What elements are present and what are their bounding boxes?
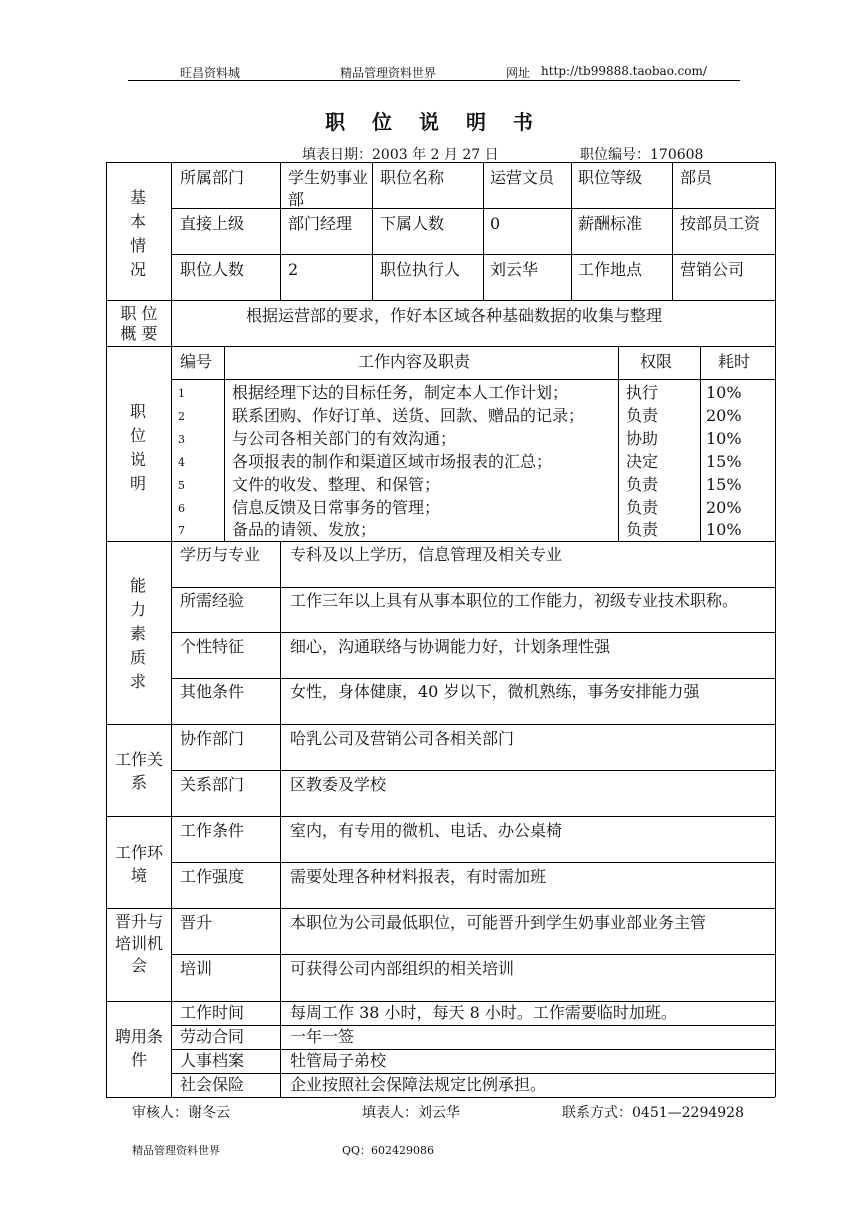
duties-header-time: 耗时 (718, 352, 751, 371)
basic-cell: 部员 (680, 168, 713, 187)
ability-value: 女性，身体健康，40 岁以下，微机熟练，事务安排能力强 (290, 682, 700, 701)
promotion-key: 晋升 (180, 913, 213, 932)
duty-time: 15% (706, 475, 742, 494)
duty-auth: 协助 (626, 429, 659, 448)
duty-no: 4 (178, 456, 185, 469)
bottom-world: 精品管理资料世界 (132, 1144, 220, 1157)
summary-section-label: 职 位 概 要 (120, 304, 158, 343)
employment-key: 工作时间 (180, 1003, 245, 1022)
basic-cell: 营销公司 (680, 260, 745, 279)
reviewer: 审核人：谢冬云 (132, 1105, 230, 1121)
relation-section-label: 工作关系 (114, 750, 163, 792)
employment-key: 人事档案 (180, 1051, 245, 1070)
header-shop: 旺昌资料城 (180, 66, 241, 80)
employment-value: 一年一签 (290, 1027, 355, 1046)
ability-value: 专科及以上学历，信息管理及相关专业 (290, 545, 563, 564)
bottom-qq: QQ：602429086 (342, 1144, 435, 1157)
duty-content: 根据经理下达的目标任务，制定本人工作计划； (232, 383, 569, 402)
duty-time: 10% (706, 520, 742, 539)
basic-cell: 职位名称 (380, 168, 445, 187)
ability-key: 其他条件 (180, 682, 245, 701)
employment-key: 劳动合同 (180, 1027, 245, 1046)
header-divider (128, 80, 740, 81)
basic-cell: 下属人数 (380, 214, 445, 233)
basic-cell: 按部员工资 (680, 214, 761, 233)
duty-no: 3 (178, 433, 185, 446)
position-number: 职位编号：170608 (580, 147, 704, 163)
duty-auth: 执行 (626, 383, 659, 402)
basic-cell: 部门经理 (288, 214, 353, 233)
duty-auth: 负责 (626, 498, 659, 517)
duty-time: 15% (706, 452, 742, 471)
ability-section-label: 能力素质求 (129, 576, 146, 691)
promotion-value: 可获得公司内部组织的相关培训 (290, 959, 515, 978)
environment-value: 需要处理各种材料报表，有时需加班 (290, 867, 547, 886)
employment-key: 社会保险 (180, 1075, 245, 1094)
relation-value: 哈乳公司及营销公司各相关部门 (290, 729, 515, 748)
basic-cell: 职位人数 (180, 260, 245, 279)
basic-cell: 学生奶事业部 (288, 168, 369, 209)
duty-content: 信息反馈及日常事务的管理； (232, 498, 441, 517)
duty-auth: 负责 (626, 475, 659, 494)
duty-no: 5 (178, 479, 185, 492)
duty-time: 20% (706, 406, 742, 425)
duty-content: 备品的请领、发放； (232, 520, 377, 539)
employment-value: 企业按照社会保障法规定比例承担。 (290, 1075, 547, 1094)
promotion-value: 本职位为公司最低职位，可能晋升到学生奶事业部业务主管 (290, 913, 707, 932)
fill-date: 填表日期：2003 年 2 月 27 日 (302, 147, 499, 163)
duties-section-label: 职位说明 (129, 402, 146, 493)
summary-text: 根据运营部的要求，作好本区域各种基础数据的收集与整理 (246, 306, 663, 325)
environment-key: 工作强度 (180, 867, 245, 886)
page-title: 职 位 说 明 书 (325, 110, 543, 134)
basic-cell: 工作地点 (578, 260, 643, 279)
duty-time: 10% (706, 383, 742, 402)
duty-auth: 决定 (626, 452, 659, 471)
ability-key: 学历与专业 (180, 545, 261, 564)
duty-content: 文件的收发、整理、和保管； (232, 475, 441, 494)
employment-section-label: 聘用条件 (114, 1027, 163, 1069)
header-world: 精品管理资料世界 (340, 66, 437, 80)
header-url-label: 网址 (506, 66, 531, 80)
basic-cell: 刘云华 (490, 260, 539, 279)
header-url[interactable]: http://tb99888.taobao.com/ (541, 64, 707, 78)
ability-key: 所需经验 (180, 591, 245, 610)
duty-content: 与公司各相关部门的有效沟通； (232, 429, 457, 448)
employment-value: 每周工作 38 小时，每天 8 小时。工作需要临时加班。 (290, 1003, 677, 1022)
ability-key: 个性特征 (180, 637, 245, 656)
environment-section-label: 工作环境 (114, 843, 163, 885)
basic-cell: 薪酬标准 (578, 214, 643, 233)
duties-header-no: 编号 (180, 352, 213, 371)
duty-content: 各项报表的制作和渠道区域市场报表的汇总； (232, 452, 553, 471)
duties-header-content: 工作内容及职责 (358, 352, 471, 371)
basic-cell: 所属部门 (180, 168, 245, 187)
promotion-section-label: 晋升与培训机会 (114, 912, 163, 975)
duties-header-auth: 权限 (640, 352, 673, 371)
basic-cell: 运营文员 (490, 168, 555, 187)
environment-value: 室内，有专用的微机、电话、办公桌椅 (290, 821, 563, 840)
duty-auth: 负责 (626, 520, 659, 539)
basic-cell: 2 (288, 260, 299, 279)
basic-section-label: 基本情况 (129, 188, 146, 279)
contact: 联系方式：0451—2294928 (562, 1105, 744, 1121)
duty-content: 联系团购、作好订单、送货、回款、赠品的记录； (232, 406, 585, 425)
basic-cell: 直接上级 (180, 214, 245, 233)
employment-value: 牡管局子弟校 (290, 1051, 387, 1070)
promotion-key: 培训 (180, 959, 213, 978)
basic-cell: 职位等级 (578, 168, 643, 187)
duty-time: 20% (706, 498, 742, 517)
basic-cell: 职位执行人 (380, 260, 461, 279)
basic-cell: 0 (490, 214, 501, 233)
duty-time: 10% (706, 429, 742, 448)
duty-auth: 负责 (626, 406, 659, 425)
duty-no: 2 (178, 410, 185, 423)
relation-key: 关系部门 (180, 775, 245, 794)
duty-no: 7 (178, 524, 185, 537)
relation-key: 协作部门 (180, 729, 245, 748)
ability-value: 细心，沟通联络与协调能力好，计划条理性强 (290, 637, 611, 656)
relation-value: 区教委及学校 (290, 775, 387, 794)
environment-key: 工作条件 (180, 821, 245, 840)
ability-value: 工作三年以上具有从事本职位的工作能力，初级专业技术职称。 (290, 591, 739, 610)
duty-no: 6 (178, 502, 185, 515)
filler: 填表人：刘云华 (362, 1105, 460, 1121)
duty-no: 1 (178, 387, 185, 400)
